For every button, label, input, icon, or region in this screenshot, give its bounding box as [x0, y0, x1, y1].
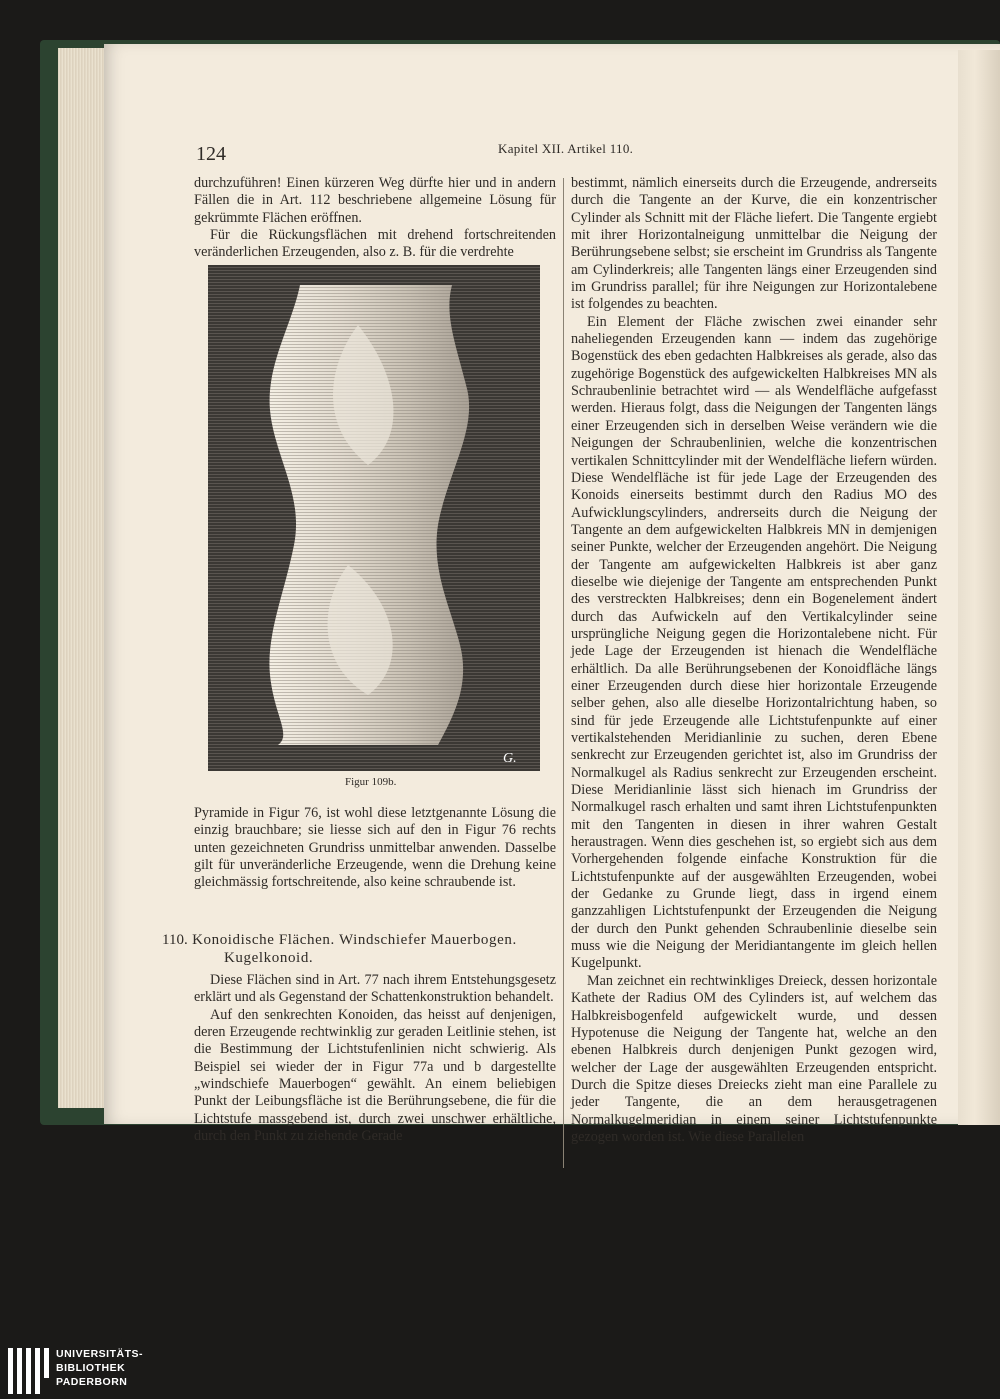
paragraph: Man zeichnet ein rechtwinkliges Dreieck, dessen horizontale Kathete der Radius OM des Cylinders ist, auf welchem das Halbkreisbogenfeld aufgewickelt wurde, und dessen Hypotenuse die Neigung der Tangente hat, welche an den ebenen Halbkreis durch denjenigen Punkt gezogen wird, welcher der Lage der ausgewählten Erzeugenden entspricht. Durch die Spitze dieses Dreiecks zieht man eine Parallele zu jeder Tangente, die an dem herausgetragenen Normalkugelmeridian in einem seiner Lichtstufenpunkte gezogen worden ist. Wie diese Parallelen — [571, 972, 937, 1145]
paragraph: bestimmt, nämlich einerseits durch die Erzeugende, andrerseits durch die Tangente an der Kurve, die ein konzentrischer Cylinder als Schnitt mit der Fläche liefert. Die Tangente ergiebt mit ihrer Horizontalneigung unmittelbar die Neigung der Berührungsebene selbst; sie erscheint im Grundriss als Tangente am Cylinderkreis; alle Tangenten längs einer Erzeugenden sind im Grundriss parallel; für ihre Neigungen zur Horizontalebene ist folgendes zu beachten. — [571, 175, 937, 313]
library-logo-icon — [4, 1342, 52, 1398]
figure-caption: Figur 109b. — [345, 776, 397, 788]
paragraph: Ein Element der Fläche zwischen zwei einander sehr naheliegenden Erzeugenden kann — indem das zugehörige Bogenstück des eben gedachten Halbkreises als gerade, also das zugehörige Bogenstück des aufgewickelten Halbkreises MN als Schraubenlinie betrachtet wird — als Wendelfläche aufgefasst werden. Hieraus folgt, dass die Neigungen der Tangenten längs einer Erzeugenden sich in derselben Weise verändern wie die Neigungen der Schraubenlinien, welche die konzentrischen vertikalen Schnittcylinder mit der Wendelfläche liefern würden. Diese Wendelfläche ist für jede Lage der Erzeugenden des Konoids einerseits bestimmt durch den Radius MO des Aufwicklungscylinders, andrerseits durch die Neigung der Tangente an dem aufgewickelten Halbkreis MN in demjenigen seiner Punkte, welcher der Erzeugenden angehört. Die Neigung der Tangente am aufgewickelten Halbkreis ist aber ganz dieselbe wie diejenige der Tangente am entsprechenden Punkt des verstreckten Halbkreises; denn ein Bogenelement ändert durch das Aufwickeln auf den Vertikalcylinder seine ursprüngliche Neigung gegen die Horizontalebene nicht. Für jede Lage der Erzeugenden ist hienach die Wendelfläche erhältlich. Da alle Berührungsebenen der Konoidfläche längs einer Erzeugenden durch diese hier horizontale Erzeugende selber gehen, also alle dieselbe Horizontalrichtung haben, so sind für jede Erzeugende alle Lichtstufenpunkte auf einer vertikalstehenden Meridianlinie zu suchen, deren Ebene senkrecht zur Erzeugenden gerichtet ist, also im Grundriss der Normalkugel als Radius senkrecht zur Erzeugenden erscheint. Diese Meridianlinie lässt sich hienach im Grundriss der Normalkugel rasch erhalten und samt ihren Lichtstufenpunkten mit den Tangenten in diesen in ihrer wahren Gestalt heraustragen. Wenn dies geschehen ist, so ergiebt sich aus dem Vorhergehenden folgende einfache Konstruktion für die Lichtstufenpunkte auf der ausgewählten Erzeugenden, wobei der Gedanke zu Grunde liegt, dass in irgend einem ganzzahligen Lichtstufenpunkt der Erzeugenden die Neigung der durch den Punkt gehenden Schraubenlinie dieselbe sein muss wie die Neigung der Meridiantangente im gleich hellen Kugelpunkt. — [571, 313, 937, 972]
page-stack — [58, 48, 108, 1108]
section-number: 110. — [162, 932, 188, 948]
page-number: 124 — [196, 143, 226, 165]
section-title-line1: Konoidische Flächen. Windschiefer Mauerbogen. — [192, 932, 517, 948]
library-logo — [0, 1340, 160, 1399]
figure-109b — [208, 265, 540, 771]
right-column — [571, 175, 937, 1146]
section-heading — [162, 931, 562, 967]
logo-line-3: PADERBORN — [56, 1376, 128, 1388]
left-column-after-figure — [194, 805, 556, 892]
logo-line-1: UNIVERSITÄTS- — [56, 1348, 144, 1360]
paragraph: durchzuführen! Einen kürzeren Weg dürfte hier und in andern Fällen die in Art. 112 beschriebene allgemeine Lösung für gekrümmte Flächen eröffnen. — [194, 175, 556, 226]
paragraph: Pyramide in Figur 76, ist wohl diese letztgenannte Lösung die einzig brauchbare; sie liesse sich auf den in Figur 76 rechts unten gezeichneten Grundriss unmittelbar anwenden. Dasselbe gilt für unveränderliche Erzeugende, wenn die Drehung keine gleichmässig fortschreitende, also keine schraubende ist. — [194, 805, 556, 891]
paragraph: Diese Flächen sind in Art. 77 nach ihrem Entstehungsgesetz erklärt und als Gegenstand der Schattenkonstruktion behandelt. — [194, 972, 556, 1006]
engraver-signature: G. — [503, 751, 517, 766]
wave-surface-engraving — [208, 265, 540, 771]
facing-page-edge — [958, 50, 1000, 1125]
paragraph: Für die Rückungsflächen mit drehend fortschreitenden veränderlichen Erzeugenden, also z. B. für die verdrehte — [194, 227, 556, 261]
left-column-section — [194, 972, 556, 1145]
section-title-line2: Kugelkonoid. — [224, 950, 314, 966]
column-divider — [563, 178, 564, 1168]
paragraph: Auf den senkrechten Konoiden, das heisst auf denjenigen, deren Erzeugende rechtwinklig zur geraden Leitlinie stehen, ist die Bestimmung der Lichtstufenlinien nicht schwierig. Als Beispiel sei wieder der in Figur 77a und b dargestellte „windschiefe Mauerbogen“ gewählt. An einem beliebigen Punkt der Leibungsfläche ist die Berührungsebene, die für die Lichtstufe massgebend ist, durch zwei unschwer erhältliche, durch den Punkt zu ziehende Gerade — [194, 1006, 556, 1145]
left-column-top — [194, 175, 556, 262]
running-title: Kapitel XII. Artikel 110. — [498, 141, 634, 156]
logo-line-2: BIBLIOTHEK — [56, 1362, 126, 1374]
